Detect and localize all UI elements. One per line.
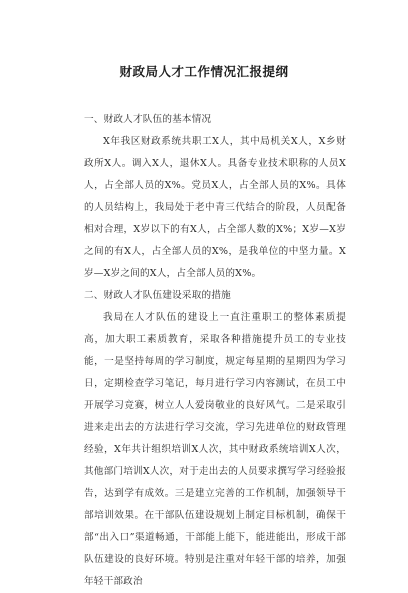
- document-title: 财政局人才工作情况汇报提纲: [119, 64, 289, 79]
- section-heading: 二、财政人才队伍建设采取的措施: [84, 290, 231, 301]
- section-heading: 一、财政人才队伍的基本情况: [84, 114, 212, 125]
- body-paragraph: X年我区财政系统共职工X人，其中局机关X人，X乡财政所X人。调入X人，退休X人。具备专业技术职称的人员X人，占全部人员的X%。党员X人，占全部人员的X%。具体的人员结构上，我局处于老中青三代结合的阶段，人员配备相对合理，X岁以下的有X人，占全部人数的X%；X岁—X岁之间的有X人，占全部人员的X%，是我单位的中坚力量。X岁—X岁之间的X人，占全部人员的X%。: [84, 136, 346, 279]
- document-body: [84, 109, 346, 593]
- body-paragraph: 我局在人才队伍的建设上一直注重职工的整体素质提高，加大职工素质教育，采取各种措施提升员工的专业技能，一是坚持每周的学习制度，规定每星期的星期四为学习日，定期检查学习笔记，每月进行学习内容测试，在员工中开展学习竞赛，树立人人爱岗敬业的良好风气。二是采取引进来走出去的方法进行学习交流，学习先进单位的财政管理经验，X年共计组织培训X人次，其中财政系统培训X人次，其他部门培训X人次，对于走出去的人员要求撰写学习经验报告，达到学有成效。三是建立完善的工作机制，加强领导干部培训效果。在干部队伍建设规划上制定目标机制，确保干部“出入口”渠道畅通，干部能上能下，能进能出，形成干部队伍建设的良好环境。特别是注重对年轻干部的培养，加强年轻干部政治: [84, 312, 346, 587]
